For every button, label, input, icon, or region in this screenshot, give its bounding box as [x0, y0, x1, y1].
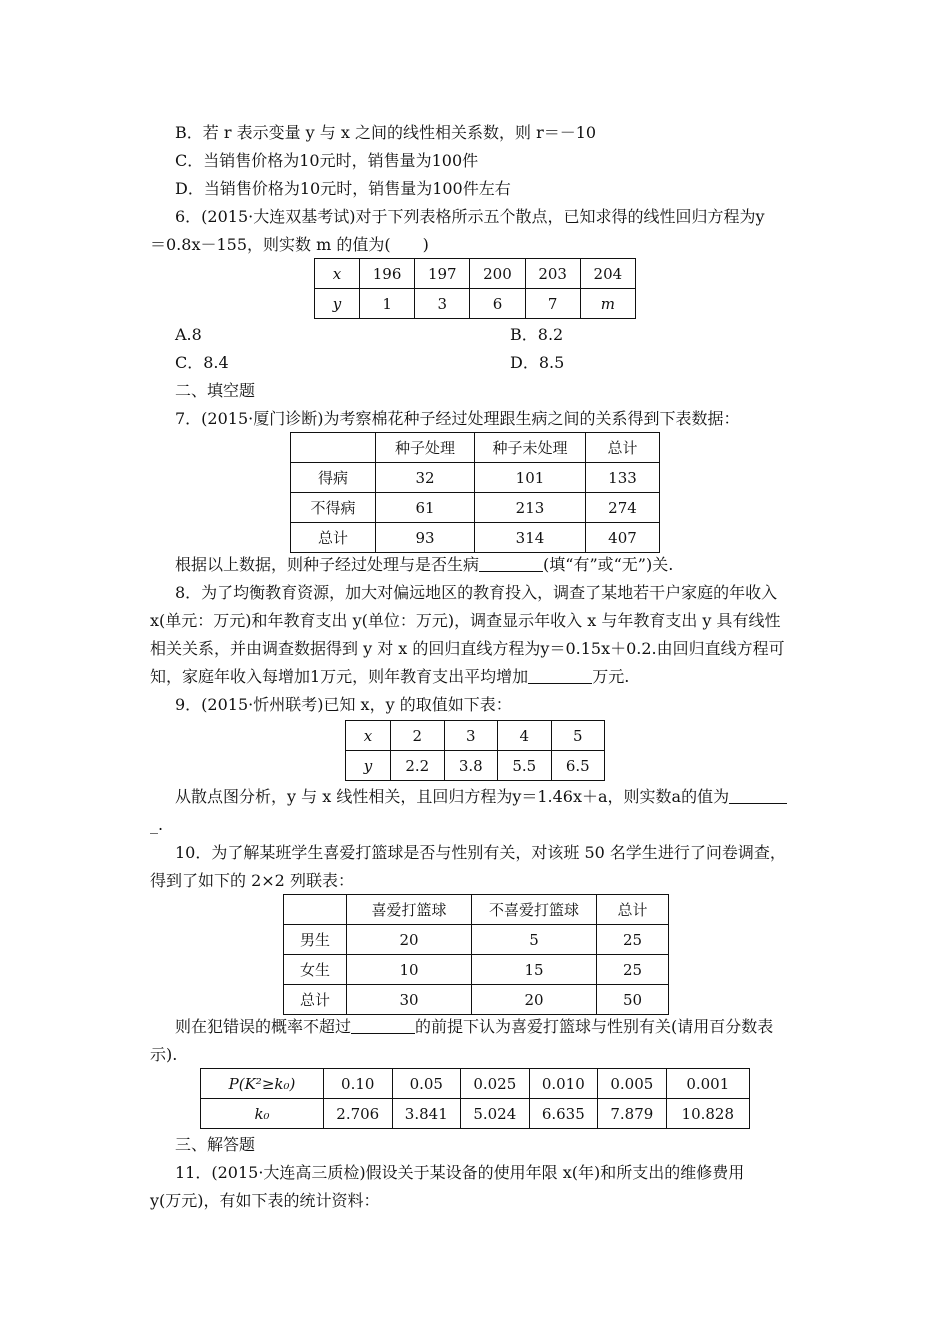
- q7-answer-blank[interactable]: [479, 555, 543, 572]
- q7-cell: 407: [586, 523, 660, 553]
- q9-x-label: x: [346, 721, 391, 751]
- q5-option-c: C．当销售价格为10元时，销售量为100件: [175, 151, 479, 170]
- q10-header-cell: 喜爱打篮球: [347, 895, 472, 925]
- q9-line2: [175, 786, 787, 808]
- q7-stem: 7．(2015·厦门诊断)为考察棉花种子经过处理跟生病之间的关系得到下表数据：: [175, 409, 740, 428]
- q7-table: [290, 432, 660, 553]
- q9-table: [345, 720, 605, 781]
- k-cell: 6.635: [529, 1099, 598, 1129]
- q8-line2: x(单元：万元)和年教育支出 y(单位：万元)，调查显示年收入 x 与年教育支出 y 具有线性: [150, 611, 781, 630]
- q9-line3: _.: [150, 815, 164, 834]
- q7-conclusion-a: 根据以上数据，则种子经过处理与是否生病: [175, 555, 480, 574]
- q7-cell: 274: [586, 493, 660, 523]
- q10-table: [283, 894, 669, 1015]
- q7-cell: 101: [475, 463, 586, 493]
- q9-y-cell: 2.2: [391, 751, 445, 781]
- q10-cell: 50: [597, 985, 669, 1015]
- q10-after-b: 的前提下认为喜爱打篮球与性别有关(请用百分数表: [415, 1017, 774, 1036]
- q7-header-cell: [291, 433, 376, 463]
- table-row: [291, 463, 660, 493]
- q6-x-cell: 203: [525, 259, 580, 289]
- q8-line4-a: 知，家庭年收入每增加1万元，则年教育支出平均增加: [150, 667, 529, 686]
- p-cell: 0.025: [461, 1069, 530, 1099]
- q10-cell: 15: [472, 955, 597, 985]
- p-cell: 0.005: [598, 1069, 667, 1099]
- q10-critical-value-table: [200, 1068, 750, 1129]
- q9-x-cell: 5: [551, 721, 605, 751]
- q10-cell: 男生: [284, 925, 347, 955]
- table-row: [291, 523, 660, 553]
- q10-cell: 30: [347, 985, 472, 1015]
- q10-line1: 10．为了解某班学生喜爱打篮球是否与性别有关，对该班 50 名学生进行了问卷调查，: [175, 843, 786, 862]
- p-cell: 0.001: [666, 1069, 749, 1099]
- q10-cell: 总计: [284, 985, 347, 1015]
- q8-line4-b: 万元.: [592, 667, 630, 686]
- q6-y-label: y: [315, 289, 360, 319]
- q9-x-cell: 4: [498, 721, 552, 751]
- k-cell: 10.828: [666, 1099, 749, 1129]
- q10-header-cell: 总计: [597, 895, 669, 925]
- q6-y-cell: m: [580, 289, 635, 319]
- q10-cell: 25: [597, 925, 669, 955]
- q9-y-label: y: [346, 751, 391, 781]
- q11-line2: y(万元)，有如下表的统计资料：: [150, 1191, 380, 1210]
- q10-after-line1: [175, 1016, 773, 1038]
- q10-cell: 10: [347, 955, 472, 985]
- q6-option-c: C．8.4: [175, 353, 229, 372]
- q11-line1: 11．(2015·大连高三质检)假设关于某设备的使用年限 x(年)和所支出的维修费用: [175, 1163, 745, 1182]
- q8-line3: 相关关系，并由调查数据得到 y 对 x 的回归直线方程为y＝0.15x＋0.2.由回归直线方程可: [150, 639, 785, 658]
- q7-cell: 314: [475, 523, 586, 553]
- section-fill-in: 二、填空题: [175, 381, 256, 400]
- q10-after-a: 则在犯错误的概率不超过: [175, 1017, 352, 1036]
- q10-cell: 5: [472, 925, 597, 955]
- p-label: P(K²≥k₀): [201, 1069, 324, 1099]
- q9-stem: 9．(2015·忻州联考)已知 x，y 的取值如下表：: [175, 695, 512, 714]
- q8-line1: 8．为了均衡教育资源，加大对偏远地区的教育投入，调查了某地若干户家庭的年收入: [175, 583, 778, 602]
- q7-conclusion-b: (填“有”或“无”)关.: [543, 555, 674, 574]
- q6-option-d: D．8.5: [510, 353, 565, 372]
- q5-option-d: D．当销售价格为10元时，销售量为100件左右: [175, 179, 511, 198]
- k-cell: 3.841: [392, 1099, 461, 1129]
- q9-answer-blank[interactable]: [729, 787, 787, 804]
- q6-y-cell: 7: [525, 289, 580, 319]
- q6-stem-line1: 6．(2015·大连双基考试)对于下列表格所示五个散点，已知求得的线性回归方程为y: [175, 207, 765, 226]
- q6-y-cell: 1: [360, 289, 415, 319]
- q10-cell: 20: [472, 985, 597, 1015]
- q10-cell: 25: [597, 955, 669, 985]
- k-label: k₀: [201, 1099, 324, 1129]
- q7-cell: 不得病: [291, 493, 376, 523]
- k-cell: 7.879: [598, 1099, 667, 1129]
- q6-y-cell: 3: [415, 289, 470, 319]
- q9-y-cell: 6.5: [551, 751, 605, 781]
- q7-conclusion: [175, 554, 673, 576]
- q6-x-label: x: [315, 259, 360, 289]
- p-cell: 0.010: [529, 1069, 598, 1099]
- section-solve: 三、解答题: [175, 1135, 256, 1154]
- q7-cell: 32: [376, 463, 475, 493]
- table-row: [284, 925, 669, 955]
- table-row: [284, 985, 669, 1015]
- q6-x-cell: 204: [580, 259, 635, 289]
- q6-option-b: B．8.2: [510, 325, 564, 344]
- p-cell: 0.05: [392, 1069, 461, 1099]
- q5-option-b: B．若 r 表示变量 y 与 x 之间的线性相关系数，则 r＝－10: [175, 123, 597, 142]
- q10-answer-blank[interactable]: [351, 1017, 415, 1034]
- q6-x-cell: 196: [360, 259, 415, 289]
- k-cell: 2.706: [324, 1099, 393, 1129]
- q6-option-a: A.8: [175, 325, 202, 344]
- q9-line2-text: 从散点图分析，y 与 x 线性相关，且回归方程为y＝1.46x＋a，则实数a的值为: [175, 787, 730, 806]
- table-row: [284, 955, 669, 985]
- q9-y-cell: 5.5: [498, 751, 552, 781]
- q6-table: [314, 258, 636, 319]
- q10-cell: 20: [347, 925, 472, 955]
- q7-cell: 133: [586, 463, 660, 493]
- q10-cell: 女生: [284, 955, 347, 985]
- q10-after-line2: 示).: [150, 1045, 178, 1064]
- q9-x-cell: 3: [444, 721, 498, 751]
- q9-y-cell: 3.8: [444, 751, 498, 781]
- q7-cell: 61: [376, 493, 475, 523]
- q10-header-cell: [284, 895, 347, 925]
- q6-stem-line2: ＝0.8x－155，则实数 m 的值为( ): [150, 235, 429, 254]
- q7-cell: 93: [376, 523, 475, 553]
- q7-cell: 213: [475, 493, 586, 523]
- q7-cell: 总计: [291, 523, 376, 553]
- q7-header-cell: 总计: [586, 433, 660, 463]
- q10-line2: 得到了如下的 2×2 列联表：: [150, 871, 354, 890]
- q10-header-cell: 不喜爱打篮球: [472, 895, 597, 925]
- q7-header-cell: 种子处理: [376, 433, 475, 463]
- k-cell: 5.024: [461, 1099, 530, 1129]
- q8-answer-blank[interactable]: [528, 667, 592, 684]
- q7-cell: 得病: [291, 463, 376, 493]
- table-row: [291, 493, 660, 523]
- q8-line4: [150, 666, 629, 688]
- p-cell: 0.10: [324, 1069, 393, 1099]
- q6-y-cell: 6: [470, 289, 525, 319]
- q7-header-cell: 种子未处理: [475, 433, 586, 463]
- q6-x-cell: 197: [415, 259, 470, 289]
- q9-x-cell: 2: [391, 721, 445, 751]
- q6-x-cell: 200: [470, 259, 525, 289]
